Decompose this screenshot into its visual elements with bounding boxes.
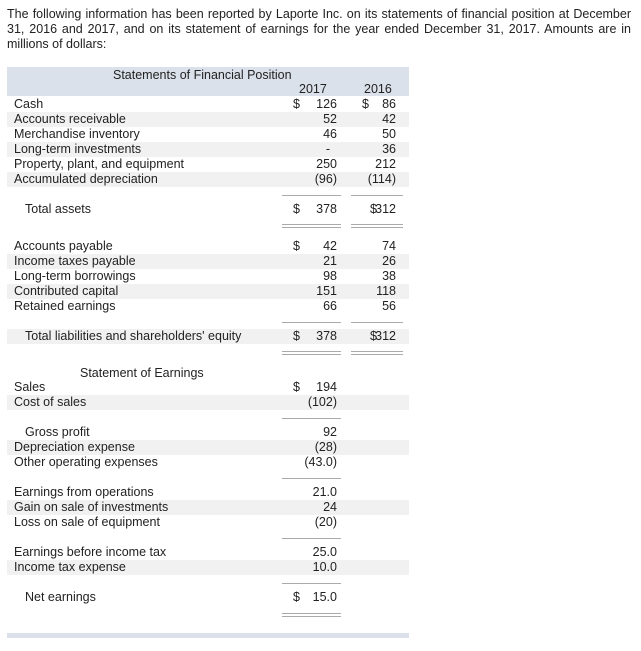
- double-underline: [282, 351, 341, 352]
- table-row: [7, 157, 409, 172]
- value-2017: 98: [323, 269, 337, 283]
- value-2017: 25.0: [312, 545, 337, 559]
- double-underline: [282, 613, 341, 614]
- table-row: [7, 395, 409, 410]
- table-row: [7, 545, 409, 560]
- table-row: [7, 112, 409, 127]
- double-underline: [282, 616, 341, 617]
- value-2016: 312: [375, 202, 396, 216]
- table-footer-bar: [7, 633, 409, 638]
- value-2016: 38: [382, 269, 396, 283]
- value-2017: (96): [314, 172, 337, 186]
- row-label: Net earnings: [25, 590, 96, 604]
- row-label: Accumulated depreciation: [14, 172, 158, 186]
- value-2016: 26: [382, 254, 396, 268]
- table-row: [7, 239, 409, 254]
- value-2016: 212: [375, 157, 396, 171]
- currency-symbol: $: [293, 239, 300, 253]
- double-underline: [282, 354, 341, 355]
- value-2017: 52: [323, 112, 337, 126]
- value-2016: 42: [382, 112, 396, 126]
- value-2017: 46: [323, 127, 337, 141]
- row-label: Cost of sales: [14, 395, 87, 409]
- table-row: [7, 172, 409, 187]
- currency-symbol: $: [293, 202, 300, 216]
- value-2017: (102): [307, 395, 337, 409]
- double-underline: [351, 351, 403, 352]
- currency-symbol: $: [370, 202, 377, 216]
- subtotal-line: [282, 322, 341, 323]
- value-2017: 15.0: [312, 590, 337, 604]
- subtotal-line: [351, 195, 403, 196]
- row-label: Loss on sale of equipment: [14, 515, 160, 529]
- subtotal-line: [282, 583, 341, 584]
- value-2017: (43.0): [304, 455, 337, 469]
- subtotal-line: [282, 418, 341, 419]
- table-row: [7, 299, 409, 314]
- double-underline: [351, 227, 403, 228]
- row-label: Income taxes payable: [14, 254, 136, 268]
- table-row: [7, 500, 409, 515]
- value-2017: (20): [314, 515, 337, 529]
- value-2017: -: [325, 142, 330, 156]
- value-2016: 86: [382, 97, 396, 111]
- row-label: Property, plant, and equipment: [14, 157, 185, 171]
- value-2016: 56: [382, 299, 396, 313]
- subtotal-line: [351, 322, 403, 323]
- row-label: Accounts payable: [14, 239, 113, 253]
- value-2017: 151: [316, 284, 337, 298]
- value-2017: 126: [316, 97, 337, 111]
- subtotal-line: [282, 478, 341, 479]
- subtotal-line: [282, 538, 341, 539]
- row-label: Retained earnings: [14, 299, 116, 313]
- table-row: [7, 97, 409, 112]
- table-row: [7, 127, 409, 142]
- value-2017: 10.0: [312, 560, 337, 574]
- value-2017: 378: [316, 329, 337, 343]
- row-label: Gain on sale of investments: [14, 500, 169, 514]
- table-row: [7, 425, 409, 440]
- row-label: Long-term borrowings: [14, 269, 136, 283]
- double-underline: [351, 354, 403, 355]
- table-row: [7, 142, 409, 157]
- value-2017: 194: [316, 380, 337, 394]
- table-row: [7, 380, 409, 395]
- value-2017: 250: [316, 157, 337, 171]
- year-2016-header: 2016: [364, 82, 392, 96]
- double-underline: [351, 224, 403, 225]
- table-row: [7, 269, 409, 284]
- net-earnings-row: [7, 590, 409, 605]
- value-2017: 21.0: [312, 485, 337, 499]
- row-label: Contributed capital: [14, 284, 119, 298]
- row-label: Merchandise inventory: [14, 127, 140, 141]
- currency-symbol: $: [293, 590, 300, 604]
- value-2016: 50: [382, 127, 396, 141]
- row-label: Accounts receivable: [14, 112, 126, 126]
- row-label: Total liabilities and shareholders' equity: [25, 329, 242, 343]
- value-2017: (28): [314, 440, 337, 454]
- row-label: Gross profit: [25, 425, 90, 439]
- table-row: [7, 440, 409, 455]
- value-2017: 42: [323, 239, 337, 253]
- table-row: [7, 284, 409, 299]
- value-2016: 118: [376, 284, 396, 298]
- row-label: Sales: [14, 380, 46, 394]
- table-row: [7, 485, 409, 500]
- double-underline: [282, 227, 341, 228]
- currency-symbol: $: [362, 97, 369, 111]
- sfp-title: Statements of Financial Position: [113, 68, 292, 82]
- currency-symbol: $: [370, 329, 377, 343]
- total-liabilities-row: [7, 329, 409, 344]
- table-row: [7, 455, 409, 470]
- earnings-title: Statement of Earnings: [80, 366, 204, 380]
- year-2017-header: 2017: [299, 82, 327, 96]
- total-assets-row: [7, 202, 409, 217]
- value-2017: 92: [323, 425, 337, 439]
- currency-symbol: $: [293, 97, 300, 111]
- intro-paragraph: The following information has been reported by Laporte Inc. on its statements of financial position at December 31, 2016 and 2017, and on its statement of earnings for the year ended December 31, 2017. Amounts are in millions of dollars:: [7, 7, 631, 51]
- row-label: Long-term investments: [14, 142, 142, 156]
- value-2017: 21: [323, 254, 337, 268]
- row-label: Total assets: [25, 202, 92, 216]
- row-label: Other operating expenses: [14, 455, 158, 469]
- table-row: [7, 515, 409, 530]
- value-2017: 66: [323, 299, 337, 313]
- currency-symbol: $: [293, 329, 300, 343]
- value-2017: 378: [316, 202, 337, 216]
- value-2016: 312: [375, 329, 396, 343]
- row-label: Earnings before income tax: [14, 545, 167, 559]
- double-underline: [282, 224, 341, 225]
- table-row: [7, 560, 409, 575]
- value-2016: (114): [367, 172, 396, 186]
- row-label: Cash: [14, 97, 44, 111]
- value-2017: 24: [323, 500, 337, 514]
- row-label: Earnings from operations: [14, 485, 154, 499]
- value-2016: 74: [382, 239, 396, 253]
- row-label: Income tax expense: [14, 560, 126, 574]
- row-label: Depreciation expense: [14, 440, 135, 454]
- table-row: [7, 254, 409, 269]
- currency-symbol: $: [293, 380, 300, 394]
- value-2016: 36: [382, 142, 396, 156]
- subtotal-line: [282, 195, 341, 196]
